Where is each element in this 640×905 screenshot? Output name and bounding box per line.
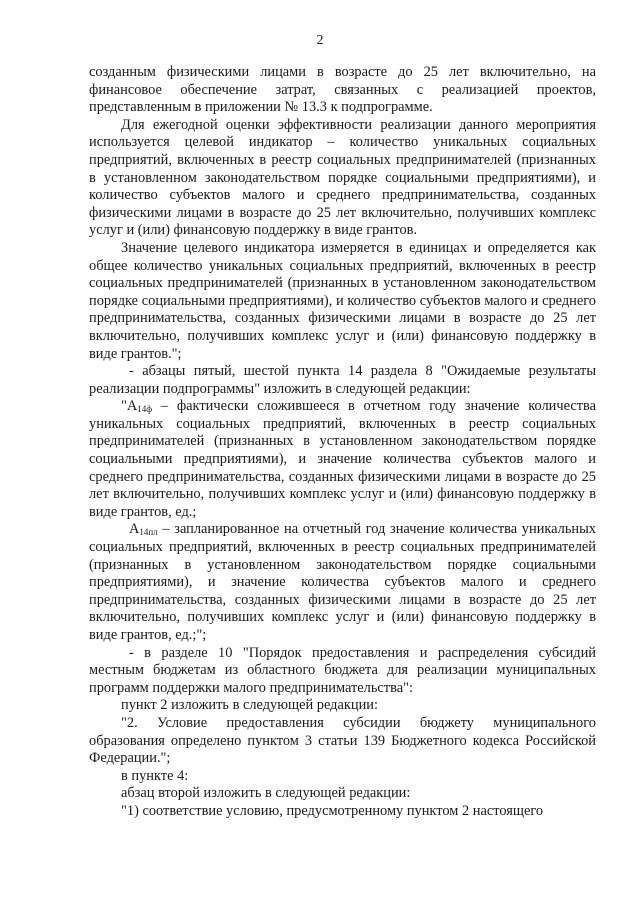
paragraph-12: "1) соответствие условию, предусмотренному пунктом 2 настоящего: [121, 802, 544, 819]
paragraph-3: Значение целевого индикатора измеряется в единицах и определяется как общее количество уникальных социальных предприятий, включенных в реестр социальных предпринимателей (признанных в установленном законодательством порядке социальными предприятиями), и количество субъектов малого и среднего предпринимательства, созданных физическими лицами в возрасте до 25 лет включительно, получивших комплекс услуг и (или) финансовую поддержку в виде грантов.";: [89, 239, 596, 362]
paragraph-11: абзац второй изложить в следующей редакции:: [121, 785, 411, 802]
paragraph-5: [89, 398, 596, 521]
symbol-a14pl-subscript: 14пл: [139, 527, 158, 538]
paragraph-7: - в разделе 10 "Порядок предоставления и распределения субсидий местным бюджетам из областного бюджета для реализации муниципальных программ поддержки малого предпринимательства":: [89, 644, 596, 696]
document-body: [89, 64, 596, 821]
page-number: 2: [316, 33, 324, 48]
symbol-a14f-subscript: 14ф: [137, 404, 153, 415]
symbol-a14pl-prefix: A: [129, 521, 140, 538]
symbol-a14f-prefix: "A: [121, 398, 138, 415]
paragraph-5-text: – фактически сложившееся в отчетном году значение количества уникальных социальных предприятий, включенных в реестр социальных предпринимателей (признанных в установленном законодательством порядке социальными предприятиями), и значение количества субъектов малого и среднего предпринимательства, созданных физическими лицами в возрасте до 25 лет включительно, получивших комплекс услуг и (или) финансовую поддержку в виде грантов, ед.;: [89, 398, 596, 520]
paragraph-10: в пункте 4:: [121, 767, 189, 784]
paragraph-4: - абзацы пятый, шестой пункта 14 раздела 8 "Ожидаемые результаты реализации подпрограммы" изложить в следующей редакции:: [89, 363, 596, 397]
paragraph-1: созданным физическими лицами в возрасте до 25 лет включительно, на финансовое обеспечение затрат, связанных с реализацией проектов, представленным в приложении № 13.3 к подпрограмме.: [89, 64, 596, 116]
paragraph-6-text: – запланированное на отчетный год значение количества уникальных социальных предприятий, включенных в реестр социальных предпринимателей (признанных в установленном законодательством порядке социальными предприятиями), и значение количества субъектов малого и среднего предпринимательства, созданных физическими лицами в возрасте до 25 лет включительно, получивших комплекс услуг и (или) финансовую поддержку в виде грантов, ед.;";: [89, 521, 596, 643]
paragraph-2: Для ежегодной оценки эффективности реализации данного мероприятия используется целевой индикатор – количество уникальных социальных предприятий, включенных в реестр социальных предпринимателей (признанных в установленном законодательством порядке социальными предприятиями), и количество субъектов малого и среднего предпринимательства, созданных физическими лицами в возрасте до 25 лет включительно, получивших комплекс услуг и (или) финансовую поддержку в виде грантов.: [89, 116, 596, 239]
paragraph-8: пункт 2 изложить в следующей редакции:: [121, 697, 378, 714]
paragraph-9: "2. Условие предоставления субсидии бюджету муниципального образования определено пунктом 3 статьи 139 Бюджетного кодекса Российской Федерации.";: [89, 714, 596, 767]
paragraph-6: [89, 521, 596, 644]
